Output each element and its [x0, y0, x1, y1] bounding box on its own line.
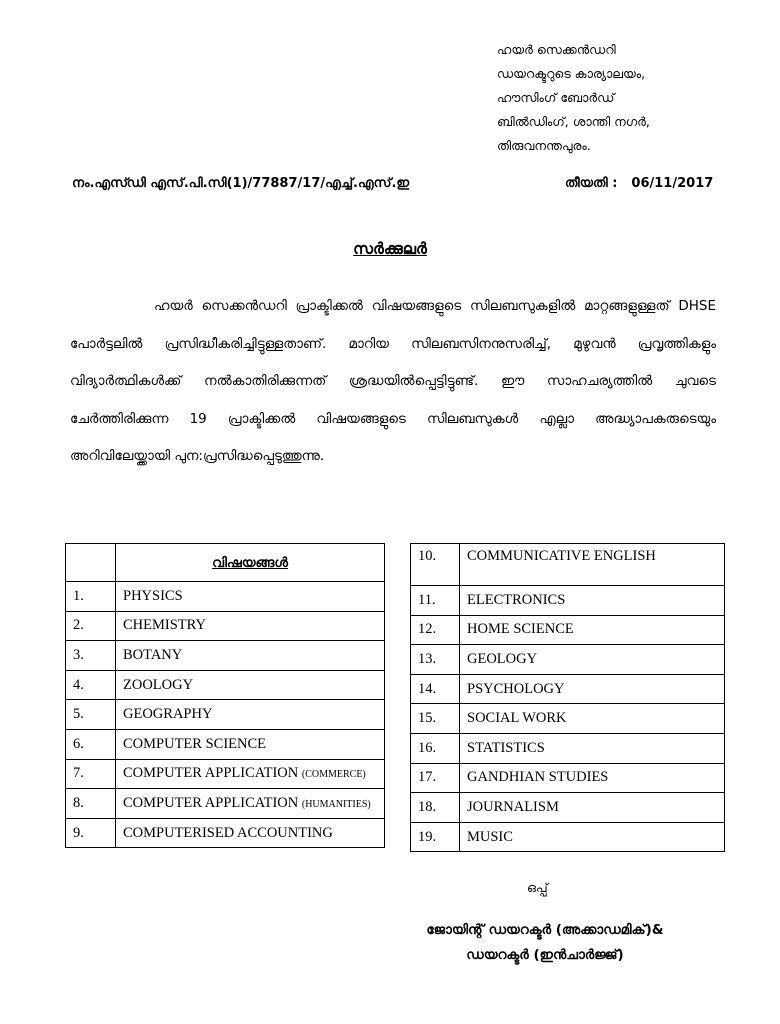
subject-cell — [116, 670, 385, 700]
row-number: 10. — [411, 544, 460, 586]
date-line — [565, 176, 713, 191]
table-header-row — [66, 544, 385, 582]
signatory-line: ഡയറക്ടർ (ഇൻചാർജ്ജ്) — [466, 947, 624, 963]
subject-name: COMPUTER APPLICATION — [123, 765, 299, 782]
office-address — [497, 38, 650, 158]
row-number: 1. — [66, 582, 116, 612]
row-number: 12. — [411, 615, 460, 645]
row-number: 5. — [66, 700, 116, 730]
address-line: ഡയറക്ടറുടെ കാര്യാലയം, — [497, 66, 646, 81]
table-row — [411, 793, 725, 823]
row-number: 11. — [411, 586, 460, 616]
row-number: 6. — [66, 729, 116, 759]
signatory-line: ജോയിന്റ് ഡയറക്ടർ (അക്കാഡമിക്)& — [426, 922, 664, 938]
subject-cell — [116, 818, 385, 848]
subject-name: GEOGRAPHY — [123, 706, 213, 723]
subject-cell — [116, 789, 385, 819]
subject-cell — [116, 700, 385, 730]
row-number: 13. — [411, 645, 460, 675]
title-text: സർക്കുലർ — [353, 240, 427, 258]
table-row — [66, 789, 385, 819]
subject-name: BOTANY — [123, 646, 183, 663]
table-row — [411, 704, 725, 734]
circular-body: ഹയർ സെക്കൻഡറി പ്രാക്ടിക്കൽ വിഷയങ്ങളുടെ സിലബസുകളിൽ മാറ്റങ്ങളുള്ളത് DHSE പോർട്ടലിൽ പ്രസിദ്ധീകരിച്ചിട്ടുള്ളതാണ്. മാറിയ സിലബസിനനുസരിച്ച്, മുഴുവൻ പ്രവൃത്തികളും വിദ്യാർത്ഥികൾക്ക് നൽകാതിരിക്കുന്നത് ശ്രദ്ധയിൽപ്പെട്ടിട്ടുണ്ട്. ഈ സാഹചര്യത്തിൽ ചുവടെ ചേർത്തിരിക്കുന്ന 19 പ്രാക്ടിക്കൽ വിഷയങ്ങളുടെ സിലബസുകൾ എല്ലാ അദ്ധ്യാപകരുടെയും അറിവിലേയ്ക്കായി പുന:പ്രസിദ്ധപ്പെടുത്തുന്നു. — [70, 298, 716, 464]
page-title — [0, 240, 780, 259]
subject-name: ELECTRONICS — [460, 586, 725, 616]
row-number: 4. — [66, 670, 116, 700]
signoff: ഒപ്പ് — [527, 880, 548, 895]
subject-name: CHEMISTRY — [123, 617, 206, 634]
row-number: 7. — [66, 759, 116, 789]
row-number: 9. — [66, 818, 116, 848]
table-row — [411, 586, 725, 616]
reference-number: നം.എസ്ഡി എസ്.പി.സി(1)/77887/17/എച്ച്.എസ്.ഇ — [72, 176, 410, 191]
header-blank-cell — [66, 544, 116, 582]
subjects-header: വിഷയങ്ങൾ — [212, 554, 288, 571]
subjects-table-right — [410, 543, 725, 852]
subject-cell — [116, 759, 385, 789]
table-row — [411, 615, 725, 645]
subject-stream: (COMMERCE) — [301, 769, 366, 781]
subject-name: MUSIC — [460, 822, 725, 852]
table-row — [66, 700, 385, 730]
table-row — [66, 582, 385, 612]
subject-name: COMPUTERISED ACCOUNTING — [123, 824, 333, 841]
subject-name: HOME SCIENCE — [460, 615, 725, 645]
subject-cell — [116, 611, 385, 641]
row-number: 15. — [411, 704, 460, 734]
subject-stream: (HUMANITIES) — [301, 798, 371, 810]
table-row — [411, 645, 725, 675]
subject-name: ZOOLOGY — [123, 676, 194, 693]
header-cell — [116, 544, 385, 582]
subject-name: GANDHIAN STUDIES — [460, 763, 725, 793]
table-row — [66, 729, 385, 759]
row-number: 3. — [66, 641, 116, 671]
address-line: തിരുവനന്തപുരം. — [497, 138, 591, 153]
table-row — [411, 674, 725, 704]
address-line: ഹൗസിംഗ് ബോർഡ് — [497, 90, 615, 105]
table-row — [66, 641, 385, 671]
row-number: 16. — [411, 733, 460, 763]
row-number: 19. — [411, 822, 460, 852]
signatory-block — [380, 918, 710, 968]
subjects-table-left — [65, 543, 385, 848]
table-row — [66, 611, 385, 641]
subject-name: JOURNALISM — [460, 793, 725, 823]
date-label: തീയതി : — [565, 176, 618, 191]
table-row — [411, 733, 725, 763]
table-row — [66, 818, 385, 848]
address-line: ബിൽഡിംഗ്, ശാന്തി നഗർ, — [497, 114, 650, 129]
subject-name: GEOLOGY — [460, 645, 725, 675]
subject-cell — [116, 582, 385, 612]
row-number: 17. — [411, 763, 460, 793]
table-row — [411, 822, 725, 852]
subject-cell — [116, 729, 385, 759]
date-value: 06/11/2017 — [631, 176, 714, 191]
row-number: 8. — [66, 789, 116, 819]
subject-name: COMPUTER SCIENCE — [123, 735, 267, 752]
table-row — [66, 670, 385, 700]
subject-cell — [116, 641, 385, 671]
row-number: 2. — [66, 611, 116, 641]
table-row — [411, 544, 725, 586]
subject-name: COMPUTER APPLICATION — [123, 794, 299, 811]
subject-name: STATISTICS — [460, 733, 725, 763]
subject-name: COMMUNICATIVE ENGLISH — [460, 544, 725, 586]
row-number: 14. — [411, 674, 460, 704]
subject-name: SOCIAL WORK — [460, 704, 725, 734]
table-row — [66, 759, 385, 789]
subject-name: PSYCHOLOGY — [460, 674, 725, 704]
row-number: 18. — [411, 793, 460, 823]
table-row — [411, 763, 725, 793]
subject-name: PHYSICS — [123, 587, 183, 604]
address-line: ഹയർ സെക്കൻഡറി — [497, 42, 616, 57]
